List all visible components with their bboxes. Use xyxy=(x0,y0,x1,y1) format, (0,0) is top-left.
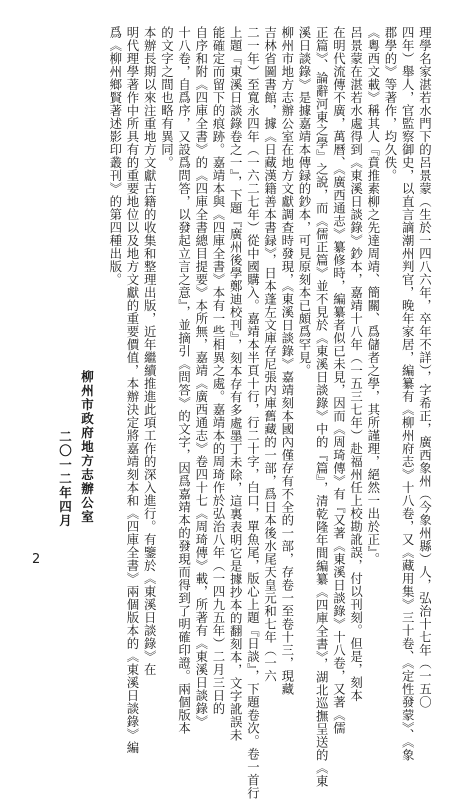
text-column: 吉林省圖書館，據《日藏漢籍善本書録》，日本蓬左文庫存尼張内庫舊藏的一部，爲日本後水尾天皇元和七年（一六 xyxy=(262,26,278,683)
text-column: 二一年）至寬永四年（一六二七年）從中國購入。嘉靖本半頁十行，行二十字，白口，單魚尾，版心上題『日談』，下題卷次。卷一首行 xyxy=(245,26,261,800)
text-column: 的文字之間也略有異同。 xyxy=(159,26,175,169)
text-column: 本辦長期以來注重地方文獻古籍的收集和整理出版，近年繼續推進此項工作的深入進行。有鑒於《東溪日談錄》在 xyxy=(142,26,158,676)
text-column: 十八卷，自爲序，又設爲問答，以發起立言之意』，並摘引《問答》的文字，因爲嘉靖本的發現而得到了明確印證。兩個版本 xyxy=(176,26,192,735)
text-column: 《粵西文載》稱其人『賁推素柳之先達周靖、簡關、爲儲者之學，其所謹理，絕然一出於正』。 xyxy=(365,26,381,566)
signature-office: 柳州市政府地方志辦公室 xyxy=(79,370,95,524)
text-column: 郡學的》等著作，均久佚。 xyxy=(383,26,398,182)
text-column: 自序和附《四庫全書》的《四庫全書總目提要》本所無，嘉靖《廣西通志》卷四十七《周琦傳》載，所著有《東溪日談錄》 xyxy=(193,26,209,728)
text-column: 溪日談錄》是據嘉靖本傳録的鈔本，可見原刻本已頗爲罕見。 xyxy=(297,26,312,377)
text-column: 能確定而留下的痕跡。嘉靖本與《四庫全書》本有一些相異之處。嘉靖本的周琦作於弘治八年（一四九五年）二月三日的 xyxy=(211,26,226,715)
signature-date: 二〇一二年四月 xyxy=(57,430,73,528)
text-column: 上題『東溪日談錄卷之一』，下題『廣州後學鄭迪校刊』，刻本存有多處墨丁未除，這裏表明它是據抄本的翻刻本，文字訛誤未 xyxy=(228,26,244,742)
text-column: 正篇》、論辭河東之學』之說，而《儒正篇》並不見於《東溪日談錄》中的『篇』，清乾隆年間編纂《四庫全書》，湖北巡撫呈送的《東 xyxy=(314,26,330,788)
text-column: 明代理學著作中所具有的重要地位以及地方文獻的重要價值，本辦決定將嘉靖刻本和《四庫全書》兩個版本的《東溪日談錄》編 xyxy=(125,26,140,754)
text-column: 爲《柳州鄉賢著述影印叢刊》的第四種出版。 xyxy=(107,26,123,286)
text-column: 在明代流傳不廣，萬曆、《廣西通志》纂修時，編纂者似已未見，因而《周琦傳》有『又著《東溪日談錄》十八卷，又著《儒 xyxy=(331,26,347,735)
text-column: 柳州市地方志辦公室在地方文獻調查時發現，《東溪日談錄》嘉靖刻本國內僅存有不全的一部，存卷一至卷十三，現藏 xyxy=(279,26,295,696)
text-column: 四年）舉人，官監察御史，以直言謫潮州判官，晚年家居，編纂有《柳州府志》十八卷，又《藏用集》三十卷、《定性發蒙》、《象 xyxy=(400,26,416,762)
text-column: 呂景蒙在湛若水處得到《東溪日談錄》鈔本，嘉靖十八年（一五三七年）赴福州任上校勘訛誤，付以刊刻。但是，刻本 xyxy=(348,26,364,702)
text-column: 理學名家湛若水門下的呂景蒙（生於一四八六年，卒年不詳），字希正，廣西象州（今象州縣）人，弘治十七年（一五〇 xyxy=(417,26,433,709)
page-number: 2 xyxy=(32,552,41,567)
